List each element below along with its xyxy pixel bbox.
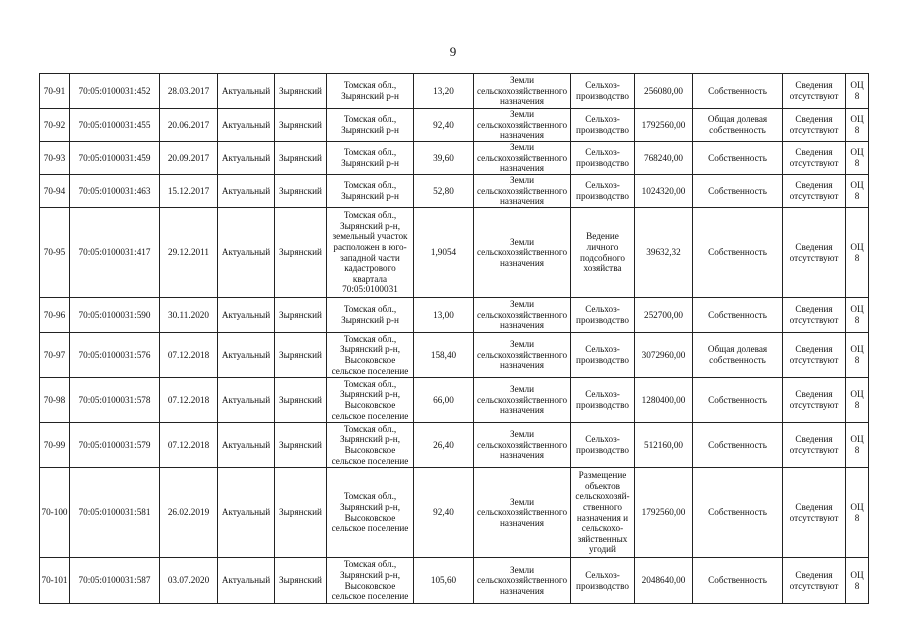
land-category-line: Земли bbox=[510, 299, 534, 310]
right-type-line: Собственность bbox=[708, 439, 767, 450]
land-category-cell bbox=[474, 74, 571, 109]
permitted-use-line: производство bbox=[576, 400, 629, 410]
area-cell: 26,40 bbox=[414, 423, 474, 468]
address-line: сельское поселение bbox=[331, 591, 409, 602]
cadastral-value-cell: 1792560,00 bbox=[635, 109, 693, 142]
area-cell: 13,20 bbox=[414, 74, 474, 109]
encumbrance-cell bbox=[783, 333, 846, 378]
land-category-line: Земли bbox=[510, 236, 534, 247]
right-type-line: собственность bbox=[709, 355, 766, 365]
permitted-use-line: Сельхоз- bbox=[585, 180, 620, 191]
permitted-use-cell bbox=[571, 298, 635, 333]
address-line: Высоковское bbox=[344, 580, 396, 591]
permitted-use-line: сельскохо- bbox=[581, 523, 624, 534]
district-cell: Зырянский bbox=[275, 423, 327, 468]
encumbrance-line: Сведения bbox=[795, 147, 833, 158]
cadastral-number-cell: 70:05:0100031:578 bbox=[70, 378, 160, 423]
address-line: Зырянский р-н, bbox=[339, 434, 401, 445]
permitted-use-line: назначения и bbox=[576, 512, 629, 523]
right-type-line: Собственность bbox=[708, 152, 767, 163]
status-cell: Актуальный bbox=[218, 423, 275, 468]
right-type-cell bbox=[693, 423, 783, 468]
row-number-cell: 70-92 bbox=[40, 109, 70, 142]
encumbrance-line: отсутствуют bbox=[789, 580, 839, 591]
land-category-line: Земли bbox=[510, 384, 534, 395]
land-category-line: назначения bbox=[499, 517, 544, 528]
cadastral-value-cell: 3072960,00 bbox=[635, 333, 693, 378]
address-line: Зырянский р-н, bbox=[339, 569, 401, 580]
land-category-line: сельскохозяйственного bbox=[476, 85, 568, 96]
address-line: Томская обл., bbox=[343, 304, 397, 315]
table-row bbox=[40, 298, 869, 333]
code-cell: ОЦ 8 bbox=[846, 74, 869, 109]
code-cell: ОЦ 8 bbox=[846, 208, 869, 298]
cadastral-number-cell: 70:05:0100031:455 bbox=[70, 109, 160, 142]
land-category-line: Земли bbox=[510, 496, 534, 507]
address-cell bbox=[327, 558, 414, 604]
cadastral-value-cell: 1024320,00 bbox=[635, 175, 693, 208]
area-cell: 52,80 bbox=[414, 175, 474, 208]
right-type-cell bbox=[693, 142, 783, 175]
cadastral-number-cell: 70:05:0100031:579 bbox=[70, 423, 160, 468]
land-category-cell bbox=[474, 175, 571, 208]
permitted-use-line: зяйственных bbox=[577, 533, 628, 544]
cadastral-number-cell: 70:05:0100031:463 bbox=[70, 175, 160, 208]
address-line: Зырянский р-н, bbox=[339, 389, 401, 400]
encumbrance-line: Сведения bbox=[795, 344, 833, 355]
encumbrance-line: Сведения bbox=[795, 389, 833, 400]
encumbrance-cell bbox=[783, 142, 846, 175]
permitted-use-line: Сельхоз- bbox=[585, 114, 620, 125]
page-number: 9 bbox=[449, 44, 457, 59]
cadastral-number-cell: 70:05:0100031:452 bbox=[70, 74, 160, 109]
right-type-line: Собственность bbox=[708, 394, 767, 405]
permitted-use-line: производство bbox=[576, 445, 629, 455]
code-cell: ОЦ 8 bbox=[846, 423, 869, 468]
registration-date-cell: 29.12.2011 bbox=[160, 208, 218, 298]
address-line: сельское поселение bbox=[331, 455, 409, 466]
area-cell: 39,60 bbox=[414, 142, 474, 175]
land-category-cell bbox=[474, 468, 571, 558]
address-line: Зырянский р-н bbox=[341, 315, 399, 325]
right-type-cell bbox=[693, 378, 783, 423]
right-type-cell bbox=[693, 468, 783, 558]
district-cell: Зырянский bbox=[275, 558, 327, 604]
encumbrance-cell bbox=[783, 378, 846, 423]
code-cell: ОЦ 8 bbox=[846, 468, 869, 558]
registration-date-cell: 07.12.2018 bbox=[160, 378, 218, 423]
registration-date-cell: 03.07.2020 bbox=[160, 558, 218, 604]
area-cell: 105,60 bbox=[414, 558, 474, 604]
area-cell: 92,40 bbox=[414, 468, 474, 558]
land-category-line: назначения bbox=[499, 405, 544, 416]
address-cell bbox=[327, 378, 414, 423]
land-category-line: сельскохозяйственного bbox=[476, 247, 568, 258]
row-number-cell: 70-101 bbox=[40, 558, 70, 604]
land-category-cell bbox=[474, 208, 571, 298]
encumbrance-line: отсутствуют bbox=[789, 355, 839, 365]
cadastral-number-cell: 70:05:0100031:459 bbox=[70, 142, 160, 175]
row-number-cell: 70-99 bbox=[40, 423, 70, 468]
area-cell: 13,00 bbox=[414, 298, 474, 333]
cadastral-number-cell: 70:05:0100031:576 bbox=[70, 333, 160, 378]
row-number-cell: 70-91 bbox=[40, 74, 70, 109]
permitted-use-line: ственного bbox=[582, 501, 622, 512]
cadastral-number-cell: 70:05:0100031:417 bbox=[70, 208, 160, 298]
permitted-use-line: угодий bbox=[589, 544, 616, 555]
registration-date-cell: 30.11.2020 bbox=[160, 298, 218, 333]
table-row bbox=[40, 333, 869, 378]
land-category-line: назначения bbox=[499, 585, 544, 596]
encumbrance-cell bbox=[783, 423, 846, 468]
land-category-line: Земли bbox=[510, 109, 534, 120]
row-number-cell: 70-100 bbox=[40, 468, 70, 558]
encumbrance-line: отсутствуют bbox=[789, 445, 839, 455]
right-type-line: собственность bbox=[709, 125, 766, 135]
registration-date-cell: 15.12.2017 bbox=[160, 175, 218, 208]
table-row bbox=[40, 208, 869, 298]
registration-date-cell: 20.06.2017 bbox=[160, 109, 218, 142]
code-cell: ОЦ 8 bbox=[846, 333, 869, 378]
registration-date-cell: 07.12.2018 bbox=[160, 423, 218, 468]
address-line: 70:05:0100031 bbox=[342, 284, 398, 295]
address-line: Томская обл., bbox=[343, 80, 397, 91]
row-number-cell: 70-97 bbox=[40, 333, 70, 378]
encumbrance-cell bbox=[783, 109, 846, 142]
address-line: Зырянский р-н, bbox=[339, 501, 401, 512]
address-line: сельское поселение bbox=[331, 410, 409, 421]
status-cell: Актуальный bbox=[218, 74, 275, 109]
land-category-line: сельскохозяйственного bbox=[476, 152, 568, 163]
permitted-use-line: Ведение bbox=[586, 231, 619, 242]
encumbrance-line: Сведения bbox=[795, 241, 833, 252]
permitted-use-line: производство bbox=[576, 580, 629, 591]
right-type-line: Собственность bbox=[708, 85, 767, 96]
right-type-cell bbox=[693, 208, 783, 298]
encumbrance-line: Сведения bbox=[795, 114, 833, 125]
code-cell: ОЦ 8 bbox=[846, 109, 869, 142]
encumbrance-cell bbox=[783, 558, 846, 604]
right-type-line: Собственность bbox=[708, 185, 767, 196]
address-line: Томская обл., bbox=[343, 559, 397, 570]
permitted-use-cell bbox=[571, 109, 635, 142]
right-type-line: Собственность bbox=[708, 575, 767, 586]
address-line: кадастрового bbox=[344, 263, 396, 274]
land-category-line: Земли bbox=[510, 142, 534, 153]
address-cell bbox=[327, 423, 414, 468]
address-line: Высоковское bbox=[344, 355, 396, 365]
permitted-use-line: производство bbox=[576, 91, 629, 101]
permitted-use-line: Сельхоз- bbox=[585, 434, 620, 445]
address-line: Томская обл., bbox=[343, 180, 397, 191]
right-type-cell bbox=[693, 175, 783, 208]
permitted-use-line: производство bbox=[576, 315, 629, 325]
area-cell: 92,40 bbox=[414, 109, 474, 142]
area-cell: 1,9054 bbox=[414, 208, 474, 298]
address-line: Томская обл., bbox=[343, 114, 397, 125]
row-number-cell: 70-98 bbox=[40, 378, 70, 423]
land-category-cell bbox=[474, 378, 571, 423]
address-line: Зырянский р-н bbox=[341, 125, 399, 135]
land-category-cell bbox=[474, 333, 571, 378]
land-category-line: сельскохозяйственного bbox=[476, 394, 568, 405]
address-line: Томская обл., bbox=[343, 147, 397, 158]
encumbrance-cell bbox=[783, 468, 846, 558]
table-row bbox=[40, 558, 869, 604]
address-line: сельское поселение bbox=[331, 365, 409, 376]
address-line: Высоковское bbox=[344, 400, 396, 410]
table-row bbox=[40, 378, 869, 423]
land-category-line: Земли bbox=[510, 429, 534, 440]
land-category-line: назначения bbox=[499, 163, 544, 174]
registration-date-cell: 26.02.2019 bbox=[160, 468, 218, 558]
table-row bbox=[40, 142, 869, 175]
encumbrance-cell bbox=[783, 298, 846, 333]
status-cell: Актуальный bbox=[218, 109, 275, 142]
code-cell: ОЦ 8 bbox=[846, 142, 869, 175]
land-category-line: назначения bbox=[499, 130, 544, 141]
address-line: Томская обл., bbox=[343, 423, 397, 434]
status-cell: Актуальный bbox=[218, 378, 275, 423]
permitted-use-cell bbox=[571, 378, 635, 423]
status-cell: Актуальный bbox=[218, 558, 275, 604]
permitted-use-line: объектов bbox=[584, 480, 621, 491]
code-cell: ОЦ 8 bbox=[846, 298, 869, 333]
address-line: Томская обл., bbox=[343, 491, 397, 502]
status-cell: Актуальный bbox=[218, 468, 275, 558]
cadastral-value-cell: 512160,00 bbox=[635, 423, 693, 468]
land-category-cell bbox=[474, 109, 571, 142]
permitted-use-line: Сельхоз- bbox=[585, 344, 620, 355]
land-category-line: назначения bbox=[499, 196, 544, 207]
address-line: Зырянский р-н bbox=[341, 91, 399, 101]
row-number-cell: 70-94 bbox=[40, 175, 70, 208]
permitted-use-line: сельскохозяй- bbox=[575, 491, 630, 502]
encumbrance-cell bbox=[783, 208, 846, 298]
status-cell: Актуальный bbox=[218, 175, 275, 208]
permitted-use-line: подсобного bbox=[580, 252, 625, 263]
permitted-use-cell bbox=[571, 74, 635, 109]
address-cell bbox=[327, 468, 414, 558]
encumbrance-line: отсутствуют bbox=[789, 512, 839, 523]
land-category-cell bbox=[474, 142, 571, 175]
district-cell: Зырянский bbox=[275, 378, 327, 423]
right-type-cell bbox=[693, 298, 783, 333]
cadastral-number-cell: 70:05:0100031:581 bbox=[70, 468, 160, 558]
cadastral-value-cell: 768240,00 bbox=[635, 142, 693, 175]
table-body bbox=[40, 74, 869, 604]
right-type-line: Собственность bbox=[708, 309, 767, 320]
land-category-cell bbox=[474, 423, 571, 468]
table-row bbox=[40, 109, 869, 142]
permitted-use-line: Сельхоз- bbox=[585, 569, 620, 580]
address-line: Томская обл., bbox=[343, 378, 397, 389]
permitted-use-line: хозяйства bbox=[583, 263, 622, 274]
land-category-line: сельскохозяйственного bbox=[476, 185, 568, 196]
encumbrance-line: Сведения bbox=[795, 180, 833, 191]
table-row bbox=[40, 468, 869, 558]
table-row bbox=[40, 175, 869, 208]
land-category-line: Земли bbox=[510, 339, 534, 350]
encumbrance-line: Сведения bbox=[795, 304, 833, 315]
permitted-use-line: производство bbox=[576, 158, 629, 168]
right-type-line: Общая долевая bbox=[707, 344, 768, 355]
permitted-use-cell bbox=[571, 468, 635, 558]
land-category-line: Земли bbox=[510, 175, 534, 186]
address-line: земельный участок bbox=[332, 231, 408, 242]
land-category-line: назначения bbox=[499, 320, 544, 331]
address-line: Томская обл., bbox=[343, 210, 397, 221]
address-cell bbox=[327, 74, 414, 109]
permitted-use-line: производство bbox=[576, 125, 629, 135]
district-cell: Зырянский bbox=[275, 109, 327, 142]
status-cell: Актуальный bbox=[218, 142, 275, 175]
right-type-cell bbox=[693, 109, 783, 142]
land-category-line: назначения bbox=[499, 257, 544, 268]
land-category-cell bbox=[474, 558, 571, 604]
permitted-use-line: личного bbox=[586, 241, 619, 252]
encumbrance-line: Сведения bbox=[795, 434, 833, 445]
district-cell: Зырянский bbox=[275, 142, 327, 175]
registration-date-cell: 20.09.2017 bbox=[160, 142, 218, 175]
permitted-use-cell bbox=[571, 142, 635, 175]
district-cell: Зырянский bbox=[275, 74, 327, 109]
encumbrance-cell bbox=[783, 74, 846, 109]
land-category-line: назначения bbox=[499, 360, 544, 371]
status-cell: Актуальный bbox=[218, 298, 275, 333]
right-type-cell bbox=[693, 333, 783, 378]
cadastral-number-cell: 70:05:0100031:590 bbox=[70, 298, 160, 333]
address-line: Томская обл., bbox=[343, 333, 397, 344]
right-type-cell bbox=[693, 558, 783, 604]
address-line: сельское поселение bbox=[331, 523, 409, 534]
area-cell: 66,00 bbox=[414, 378, 474, 423]
land-category-line: Земли bbox=[510, 564, 534, 575]
district-cell: Зырянский bbox=[275, 333, 327, 378]
encumbrance-line: отсутствуют bbox=[789, 252, 839, 263]
land-category-line: назначения bbox=[499, 96, 544, 107]
address-line: Зырянский р-н bbox=[341, 191, 399, 201]
encumbrance-line: Сведения bbox=[795, 501, 833, 512]
land-category-line: сельскохозяйственного bbox=[476, 119, 568, 130]
row-number-cell: 70-93 bbox=[40, 142, 70, 175]
area-cell: 158,40 bbox=[414, 333, 474, 378]
permitted-use-cell bbox=[571, 175, 635, 208]
code-cell: ОЦ 8 bbox=[846, 378, 869, 423]
permitted-use-line: Сельхоз- bbox=[585, 304, 620, 315]
registration-date-cell: 28.03.2017 bbox=[160, 74, 218, 109]
permitted-use-cell bbox=[571, 333, 635, 378]
address-cell bbox=[327, 142, 414, 175]
address-cell bbox=[327, 333, 414, 378]
cadastral-number-cell: 70:05:0100031:587 bbox=[70, 558, 160, 604]
address-line: Зырянский р-н, bbox=[339, 344, 401, 355]
encumbrance-line: отсутствуют bbox=[789, 125, 839, 135]
cadastral-value-cell: 256080,00 bbox=[635, 74, 693, 109]
district-cell: Зырянский bbox=[275, 208, 327, 298]
land-category-line: назначения bbox=[499, 450, 544, 461]
right-type-cell bbox=[693, 74, 783, 109]
encumbrance-line: отсутствуют bbox=[789, 158, 839, 168]
district-cell: Зырянский bbox=[275, 175, 327, 208]
permitted-use-cell bbox=[571, 423, 635, 468]
address-line: западной части bbox=[340, 252, 400, 263]
status-cell: Актуальный bbox=[218, 333, 275, 378]
encumbrance-line: Сведения bbox=[795, 80, 833, 91]
encumbrance-line: отсутствуют bbox=[789, 191, 839, 201]
address-line: Высоковское bbox=[344, 512, 396, 523]
right-type-line: Собственность bbox=[708, 507, 767, 518]
address-line: Высоковское bbox=[344, 445, 396, 455]
address-line: квартала bbox=[352, 273, 388, 284]
encumbrance-cell bbox=[783, 175, 846, 208]
table-row bbox=[40, 74, 869, 109]
cadastral-value-cell: 39632,32 bbox=[635, 208, 693, 298]
permitted-use-line: Сельхоз- bbox=[585, 80, 620, 91]
cadastral-value-cell: 252700,00 bbox=[635, 298, 693, 333]
address-cell bbox=[327, 175, 414, 208]
encumbrance-line: отсутствуют bbox=[789, 400, 839, 410]
encumbrance-line: Сведения bbox=[795, 569, 833, 580]
address-line: Зырянский р-н bbox=[341, 158, 399, 168]
permitted-use-line: производство bbox=[576, 191, 629, 201]
permitted-use-line: Сельхоз- bbox=[585, 389, 620, 400]
right-type-line: Общая долевая bbox=[707, 114, 768, 125]
permitted-use-cell bbox=[571, 558, 635, 604]
land-category-line: сельскохозяйственного bbox=[476, 575, 568, 586]
address-cell bbox=[327, 298, 414, 333]
district-cell: Зырянский bbox=[275, 298, 327, 333]
right-type-line: Собственность bbox=[708, 247, 767, 258]
address-cell bbox=[327, 208, 414, 298]
address-line: Зырянский р-н, bbox=[339, 220, 401, 231]
land-category-line: сельскохозяйственного bbox=[476, 439, 568, 450]
cadastral-value-cell: 1792560,00 bbox=[635, 468, 693, 558]
land-category-line: Земли bbox=[510, 75, 534, 86]
status-cell: Актуальный bbox=[218, 208, 275, 298]
encumbrance-line: отсутствуют bbox=[789, 315, 839, 325]
land-category-line: сельскохозяйственного bbox=[476, 349, 568, 360]
permitted-use-line: Сельхоз- bbox=[585, 147, 620, 158]
district-cell: Зырянский bbox=[275, 468, 327, 558]
cadastral-value-cell: 2048640,00 bbox=[635, 558, 693, 604]
row-number-cell: 70-95 bbox=[40, 208, 70, 298]
cadastral-value-cell: 1280400,00 bbox=[635, 378, 693, 423]
registration-date-cell: 07.12.2018 bbox=[160, 333, 218, 378]
code-cell: ОЦ 8 bbox=[846, 175, 869, 208]
land-registry-table bbox=[39, 73, 869, 604]
address-line: расположен в юго- bbox=[333, 241, 407, 252]
land-category-line: сельскохозяйственного bbox=[476, 309, 568, 320]
table-row bbox=[40, 423, 869, 468]
land-category-cell bbox=[474, 298, 571, 333]
address-cell bbox=[327, 109, 414, 142]
permitted-use-line: производство bbox=[576, 355, 629, 365]
encumbrance-line: отсутствуют bbox=[789, 91, 839, 101]
permitted-use-cell bbox=[571, 208, 635, 298]
land-category-line: сельскохозяйственного bbox=[476, 507, 568, 518]
permitted-use-line: Размещение bbox=[578, 470, 627, 481]
row-number-cell: 70-96 bbox=[40, 298, 70, 333]
code-cell: ОЦ 8 bbox=[846, 558, 869, 604]
